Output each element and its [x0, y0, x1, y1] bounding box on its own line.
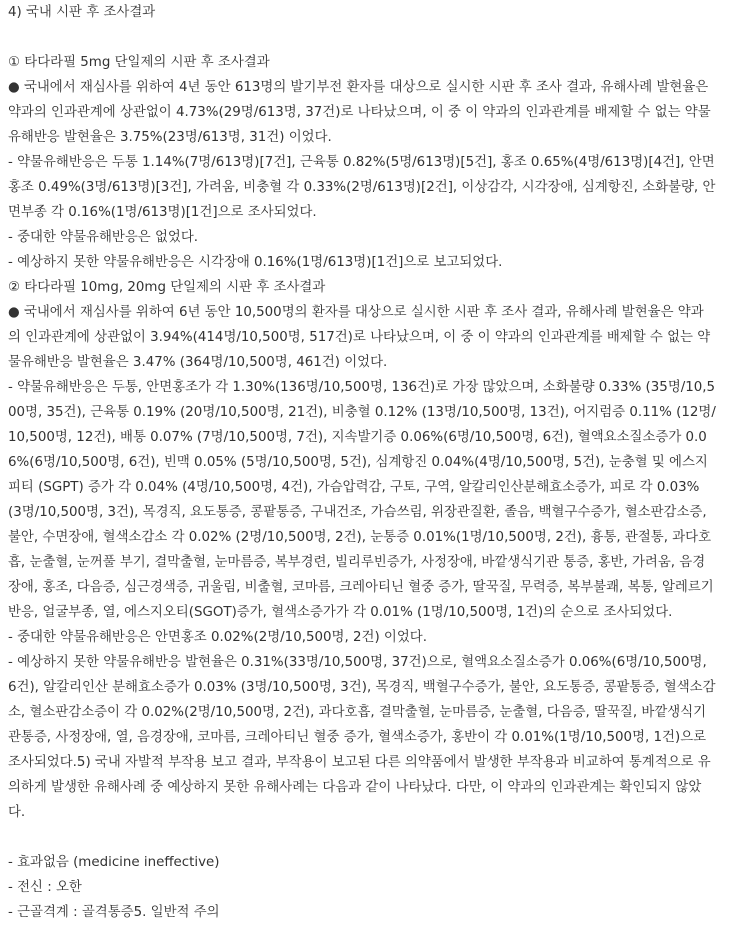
adr-paragraph-5mg: - 약물유해반응은 두통 1.14%(7명/613명)[7건], 근육통 0.82%(5명/613명)[5건], 홍조 0.65%(4명/613명)[4건], 안면홍조 0.49%(3명/613명)[3건], 가려움, 비충혈 각 0.33%(2명/613명)[2건], 이상감각, 시각장애, 심계항진, 소화불량, 안면부종 각 0.16%(1명/613명)[1건]으로 조사되었다.	[8, 155, 716, 220]
adr-paragraph-10-20mg: - 약물유해반응은 두통, 안면홍조가 각 1.30%(136명/10,500명, 136건)로 가장 많았으며, 소화불량 0.33% (35명/10,500명, 35건), 근육통 0.19% (20명/10,500명, 21건), 비충혈 0.12% (13명/10,500명, 13건), 어지럼증 0.11% (12명/10,500명, 12건), 배통 0.07% (7명/10,500명, 7건), 지속발기증 0.06%(6명/10,500명, 6건), 혈액요소질소증가 0.06%(6명/10,500명, 6건), 빈맥 0.05% (5명/10,500명, 5건), 심계항진 0.04%(4명/10,500명, 5건), 눈충혈 및 에스지피티 (SGPT) 증가 각 0.04% (4명/10,500명, 4건), 가슴압력감, 구토, 구역, 알칼리인산분해효소증가, 피로 각 0.03% (3명/10,500명, 3건), 목경직, 요도통증, 콩팥통증, 구내건조, 가슴쓰림, 위장관질환, 졸음, 백혈구수증가, 혈소판감소증, 불안, 수면장애, 혈색소감소 각 0.02% (2명/10,500명, 2건), 눈통증 0.01%(1명/10,500명, 2건), 흉통, 관절통, 과다호흡, 눈출혈, 눈꺼풀 부기, 결막출혈, 눈마름증, 복부경련, 빌리루빈증가, 사정장애, 바깥생식기관 통증, 홍반, 가려움, 음경장애, 홍조, 다음증, 심근경색증, 귀울림, 비출혈, 코마름, 크레아티닌 혈중 증가, 딸꾹질, 무력증, 복부불쾌, 복통, 알레르기반응, 얼굴부종, 열, 에스지오티(SGOT)증가, 혈색소증가가 각 0.01% (1명/10,500명, 1건)의 순으로 조사되었다.	[8, 380, 716, 620]
list-item-musculoskeletal: - 근골격계 : 골격통증5. 일반적 주의	[8, 905, 220, 920]
list-item-systemic: - 전신 : 오한	[8, 880, 82, 895]
summary-paragraph-5mg: ● 국내에서 재심사를 위하여 4년 동안 613명의 발기부전 환자를 대상으로 실시한 시판 후 조사 결과, 유해사례 발현율은 약과의 인과관계에 상관없이 4.73%(29명/613명, 37건)로 나타났으며, 이 중 이 약과의 인과관계를 배제할 수 없는 약물유해반응 발현율은 3.75%(23명/613명, 31건) 이었다.	[8, 80, 713, 145]
spacer	[8, 25, 716, 50]
unexpected-adr-10-20mg: - 예상하지 못한 약물유해반응 발현율은 0.31%(33명/10,500명, 37건)으로, 혈액요소질소증가 0.06%(6명/10,500명, 6건), 알칼리인산 분해효소증가 0.03% (3명/10,500명, 3건), 목경직, 백혈구수증가, 불안, 요도통증, 콩팥통증, 혈색소감소, 혈소판감소증이 각 0.02%(2명/10,500명, 2건), 과다호흡, 결막출혈, 눈마름증, 눈출혈, 다음증, 딸꾹질, 바깥생식기관통증, 사정장애, 열, 음경장애, 코마름, 크레아티닌 혈중 증가, 혈색소증가, 홍반이 각 0.01%(1명/10,500명, 1건)으로 조사되었다.5) 국내 자발적 부작용 보고 결과, 부작용이 보고된 다른 의약품에서 발생한 부작용과 비교하여 통계적으로 유의하게 발생한 유해사례 중 예상하지 못한 유해사례는 다음과 같이 나타났다. 다만, 이 약과의 인과관계는 확인되지 않았다.	[8, 655, 716, 820]
subsection-heading-5mg: ① 타다라필 5mg 단일제의 시판 후 조사결과	[8, 55, 270, 70]
list-item-ineffective: - 효과없음 (medicine ineffective)	[8, 855, 220, 870]
subsection-heading-10-20mg: ② 타다라필 10mg, 20mg 단일제의 시판 후 조사결과	[8, 280, 326, 295]
section-title: 4) 국내 시판 후 조사결과	[8, 5, 156, 20]
serious-adr-10-20mg: - 중대한 약물유해반응은 안면홍조 0.02%(2명/10,500명, 2건) 이었다.	[8, 630, 427, 645]
serious-adr-5mg: - 중대한 약물유해반응은 없었다.	[8, 230, 199, 245]
unexpected-adr-5mg: - 예상하지 못한 약물유해반응은 시각장애 0.16%(1명/613명)[1건]으로 보고되었다.	[8, 255, 503, 270]
spacer	[8, 825, 716, 850]
summary-paragraph-10-20mg: ● 국내에서 재심사를 위하여 6년 동안 10,500명의 환자를 대상으로 실시한 시판 후 조사 결과, 유해사례 발현율은 약과의 인과관계에 상관없이 3.94%(414명/10,500명, 517건)로 나타났으며, 이 중 이 약과의 인과관계를 배제할 수 없는 약물유해반응 발현율은 3.47% (364명/10,500명, 461건) 이었다.	[8, 305, 711, 370]
